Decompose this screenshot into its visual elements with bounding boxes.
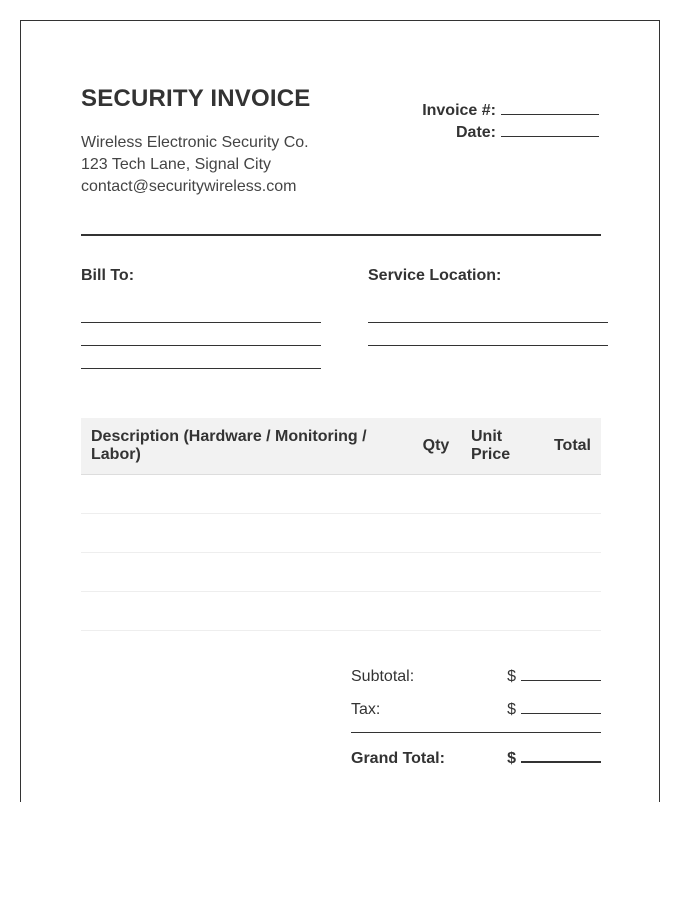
total-header: Total — [531, 418, 601, 475]
invoice-number-field[interactable] — [501, 99, 599, 115]
bill-to-label: Bill To: — [81, 267, 135, 284]
currency-symbol: $ — [507, 750, 516, 767]
qty-header: Qty — [411, 418, 461, 475]
company-info — [81, 132, 309, 198]
currency-symbol: $ — [507, 668, 516, 685]
subtotal-row — [351, 666, 601, 699]
date-row — [422, 121, 599, 143]
totals-divider — [351, 732, 601, 733]
invoice-page — [20, 20, 660, 802]
service-location-line[interactable] — [368, 345, 608, 346]
description-header: Description (Hardware / Monitoring / Labor) — [81, 418, 411, 475]
table-row[interactable] — [81, 475, 601, 514]
date-field[interactable] — [501, 121, 599, 137]
items-table — [81, 418, 601, 631]
bill-to-line[interactable] — [81, 368, 321, 369]
subtotal-field[interactable] — [521, 666, 601, 681]
unit-price-header: Unit Price — [461, 418, 531, 475]
bill-to-line[interactable] — [81, 345, 321, 346]
subtotal-label: Subtotal: — [351, 668, 415, 685]
currency-symbol: $ — [507, 701, 516, 718]
company-address: 123 Tech Lane, Signal City — [81, 156, 272, 173]
bill-to-line[interactable] — [81, 322, 321, 323]
grand-total-field[interactable] — [521, 747, 601, 763]
company-name: Wireless Electronic Security Co. — [81, 134, 309, 151]
invoice-number-label: Invoice #: — [422, 102, 496, 119]
table-header-row — [81, 418, 601, 475]
tax-label: Tax: — [351, 701, 381, 718]
grand-total-amount — [507, 747, 601, 768]
table-row[interactable] — [81, 514, 601, 553]
invoice-title: SECURITY INVOICE — [81, 85, 311, 112]
tax-field[interactable] — [521, 699, 601, 714]
date-label: Date: — [455, 124, 496, 141]
header-divider — [81, 234, 601, 236]
invoice-meta — [422, 99, 599, 143]
grand-total-row — [351, 747, 601, 780]
company-email: contact@securitywireless.com — [81, 178, 297, 195]
service-location-line[interactable] — [368, 322, 608, 323]
totals-section — [351, 666, 601, 780]
grand-total-label: Grand Total: — [351, 750, 445, 767]
subtotal-amount — [507, 666, 601, 686]
service-location-label: Service Location: — [368, 267, 502, 284]
tax-amount — [507, 699, 601, 719]
tax-row — [351, 699, 601, 732]
invoice-number-row — [422, 99, 599, 121]
table-row[interactable] — [81, 592, 601, 631]
table-row[interactable] — [81, 553, 601, 592]
